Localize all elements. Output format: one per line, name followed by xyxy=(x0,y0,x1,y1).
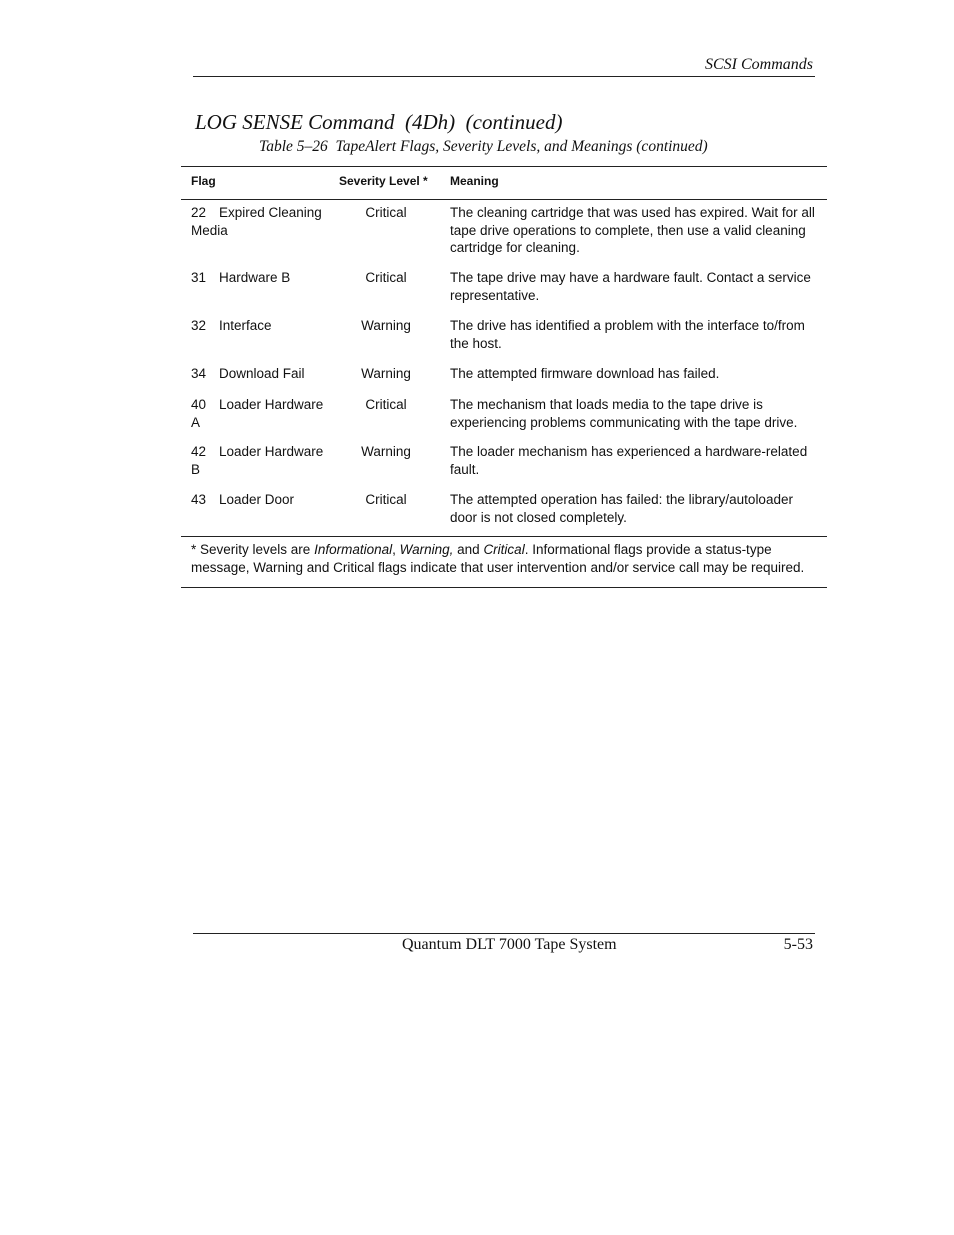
flag-name: Download Fail xyxy=(219,366,305,381)
flag-cell xyxy=(191,317,331,335)
footnote-term-critical: Critical xyxy=(483,542,525,557)
page-number: 5-53 xyxy=(783,936,813,953)
flag-name: Loader Hardware A xyxy=(191,397,324,430)
severity-cell: Warning xyxy=(361,366,411,381)
footnote-term-informational: Informational xyxy=(314,542,393,557)
flag-name: Expired Cleaning Media xyxy=(191,205,322,238)
flag-cell xyxy=(191,365,331,383)
table-header-row xyxy=(181,167,827,200)
meaning-cell: The tape drive may have a hardware fault. Contact a service representative. xyxy=(450,270,811,303)
meaning-cell: The drive has identified a problem with the interface to/from the host. xyxy=(450,318,805,351)
footer-product-name: Quantum DLT 7000 Tape System xyxy=(402,936,617,953)
running-footer xyxy=(193,933,815,958)
flag-number: 43 xyxy=(191,492,207,507)
meaning-cell: The cleaning cartridge that was used has expired. Wait for all tape drive operations to complete, then use a valid cleaning cartridge for cleaning. xyxy=(450,205,815,255)
severity-cell: Critical xyxy=(365,492,407,507)
table-footnote xyxy=(181,536,827,588)
flag-number: 42 xyxy=(191,444,207,459)
severity-cell: Warning xyxy=(361,444,411,459)
section-title: LOG SENSE Command (4Dh) (continued) xyxy=(195,110,563,134)
column-header-flag: Flag xyxy=(191,174,216,188)
column-header-meaning: Meaning xyxy=(450,174,499,188)
flag-cell xyxy=(191,443,331,478)
flag-number: 22 xyxy=(191,205,207,220)
footnote-separator: and xyxy=(453,542,484,557)
footnote-text: * Severity levels are xyxy=(191,542,315,557)
flag-cell xyxy=(191,204,331,239)
footnote-term-warning: Warning, xyxy=(399,542,454,557)
flag-cell xyxy=(191,269,331,287)
flag-name: Interface xyxy=(219,318,272,333)
flag-name: Loader Door xyxy=(219,492,295,507)
column-header-severity: Severity Level * xyxy=(339,174,428,188)
flag-number: 34 xyxy=(191,366,207,381)
meaning-cell: The loader mechanism has experienced a hardware-related fault. xyxy=(450,444,808,477)
meaning-cell: The attempted operation has failed: the library/autoloader door is not closed completely. xyxy=(450,492,793,525)
flag-name: Hardware B xyxy=(219,270,291,285)
flag-name: Loader Hardware B xyxy=(191,444,324,477)
severity-cell: Critical xyxy=(365,205,407,220)
footnote-separator: , xyxy=(392,542,400,557)
flag-cell xyxy=(191,491,331,509)
meaning-cell: The mechanism that loads media to the tape drive is experiencing problems communicating with the tape drive. xyxy=(450,397,798,430)
meaning-cell: The attempted firmware download has failed. xyxy=(450,366,720,381)
severity-cell: Critical xyxy=(365,397,407,412)
flag-number: 40 xyxy=(191,397,207,412)
table-caption: Table 5–26 TapeAlert Flags, Severity Levels, and Meanings (continued) xyxy=(259,138,708,155)
tapealert-table xyxy=(181,166,827,588)
severity-cell: Critical xyxy=(365,270,407,285)
severity-cell: Warning xyxy=(361,318,411,333)
flag-number: 31 xyxy=(191,270,207,285)
running-header-title: SCSI Commands xyxy=(704,56,813,73)
footnote-text: . Informational flags provide a status-type message, Warning and Critical flags indicate that user intervention and/or service call may be required. xyxy=(191,542,805,575)
running-header xyxy=(193,56,815,77)
flag-cell xyxy=(191,396,331,431)
flag-number: 32 xyxy=(191,318,207,333)
table-body xyxy=(181,200,827,536)
